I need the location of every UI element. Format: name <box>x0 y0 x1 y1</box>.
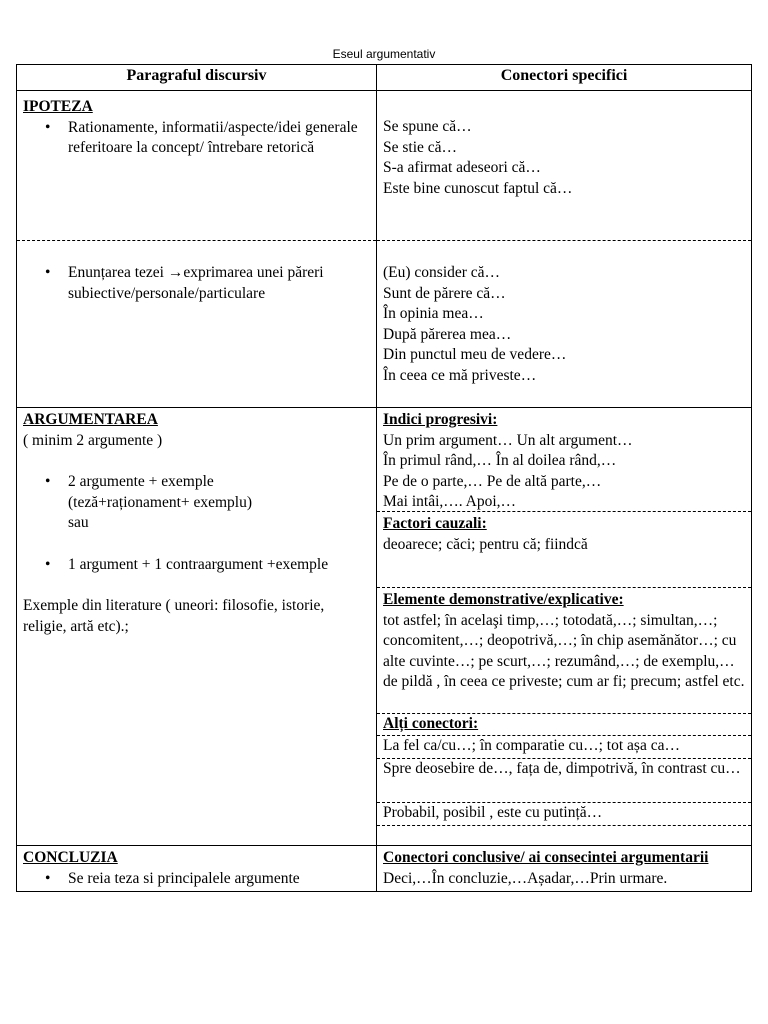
connector-line: Este bine cunoscut faptul că… <box>383 179 573 197</box>
argumentarea-bullet-2: • 1 argument + 1 contraargument +exemple <box>23 555 370 576</box>
connector-line: În opinia mea… <box>383 305 484 322</box>
bullet-1-line-3: sau <box>68 514 89 531</box>
progresivi-line: În primul rând,… În al doilea rând,… <box>383 452 617 469</box>
alti-1: La fel ca/cu…; în comparatie cu…; tot așa ca… <box>383 737 680 754</box>
header-right: Conectori specifici <box>377 65 752 91</box>
header-row <box>17 65 752 91</box>
argumentarea-bullet-1 <box>23 472 370 534</box>
concluzia-left-cell <box>17 846 377 892</box>
progresivi-line: Un prim argument… Un alt argument… <box>383 431 633 449</box>
concluzia-title: CONCLUZIA <box>23 849 118 866</box>
document-title: Eseul argumentativ <box>332 47 436 61</box>
alti-title: Alți conectori: <box>383 715 479 732</box>
connector-line: Se spune că… <box>383 118 472 135</box>
progresivi-line: Mai intâi,…. Apoi,… <box>383 493 517 510</box>
cauzali-title: Factori cauzali: <box>383 515 487 532</box>
concluzia-right-cell <box>377 846 752 892</box>
bullet-1-line-1: • 2 argumente + exemple <box>68 473 214 490</box>
alti-3: Probabil, posibil , este cu putință… <box>383 804 603 821</box>
ipoteza-right-bottom <box>377 241 751 407</box>
header-left: Paragraful discursiv <box>17 65 377 91</box>
connectors-table <box>16 64 752 892</box>
cauzali-text: deoarece; căci; pentru că; fiindcă <box>383 535 588 553</box>
concluzia-row <box>17 846 752 892</box>
ipoteza-left-cell <box>17 91 377 408</box>
ipoteza-bullet-1: • Rationamente, informatii/aspecte/idei generale referitoare la concept/ întrebare retorică <box>23 118 370 159</box>
argumentarea-subtitle: ( minim 2 argumente ) <box>23 431 163 449</box>
concluzia-right-text: Deci,…În concluzie,…Așadar,…Prin urmare. <box>383 869 668 887</box>
demonstrative-text: tot astfel; în acelaşi timp,…; totodată,…; simultan,…; concomitent,…; deopotrivă,…; în chip asemănător…; cu alte cuvinte…; pe scurt,…; rezumând,…; de exemplu,…de pildă , în ceea ce priveste; cum ar fi; precum; astfel etc. <box>383 611 745 690</box>
alti-title-block <box>377 714 751 736</box>
alti-2: Spre deosebire de…, fața de, dimpotrivă, în contrast cu… <box>383 760 741 777</box>
demonstrative-title: Elemente demonstrative/explicative: <box>383 591 624 608</box>
argumentarea-row <box>17 408 752 846</box>
argumentarea-left-cell <box>17 408 377 846</box>
alti-2-block <box>377 759 751 803</box>
connector-line: Sunt de părere că… <box>383 284 506 302</box>
progresivi-line: Pe de o parte,… Pe de altă parte,… <box>383 472 602 490</box>
ipoteza-bullet-2: • Enunțarea tezei →exprimarea unei păreri subiective/personale/particulare <box>23 263 370 304</box>
argumentarea-right-cell <box>377 408 752 846</box>
connector-line: (Eu) consider că… <box>383 264 501 281</box>
argumentarea-bullets <box>23 472 370 575</box>
concluzia-bullets <box>23 869 370 890</box>
connector-line: S-a afirmat adeseori că… <box>383 159 541 176</box>
demonstrative-block <box>377 588 751 714</box>
progresivi-title: Indici progresivi: <box>383 411 498 428</box>
connector-line: Din punctul meu de vedere… <box>383 346 567 363</box>
cauzali-block <box>377 512 751 588</box>
ipoteza-left-bottom <box>17 241 376 407</box>
connector-line: În ceea ce mă priveste… <box>383 366 537 384</box>
ipoteza-row <box>17 91 752 408</box>
argumentarea-note: Exemple din literature ( uneori: filosofie, istorie, religie, artă etc).; <box>23 597 325 635</box>
ipoteza-left-top <box>17 91 376 241</box>
alti-1-block <box>377 736 751 759</box>
concluzia-right-title: Conectori conclusive/ ai consecintei argumentarii <box>383 849 709 866</box>
argumentarea-title: ARGUMENTAREA <box>23 411 158 428</box>
progresivi-block <box>377 408 751 512</box>
alti-3-block <box>377 803 751 826</box>
connector-line: Se stie că… <box>383 138 458 156</box>
ipoteza-bullets-2 <box>23 263 370 304</box>
ipoteza-bullets-1 <box>23 118 370 159</box>
bullet-1-line-2: (teză+raționament+ exemplu) <box>68 493 253 511</box>
ipoteza-title: IPOTEZA <box>23 98 93 115</box>
ipoteza-right-cell <box>377 91 752 408</box>
connector-line: După părerea mea… <box>383 325 512 343</box>
ipoteza-right-top <box>377 91 751 241</box>
concluzia-bullet: • Se reia teza si principalele argumente <box>23 869 370 890</box>
